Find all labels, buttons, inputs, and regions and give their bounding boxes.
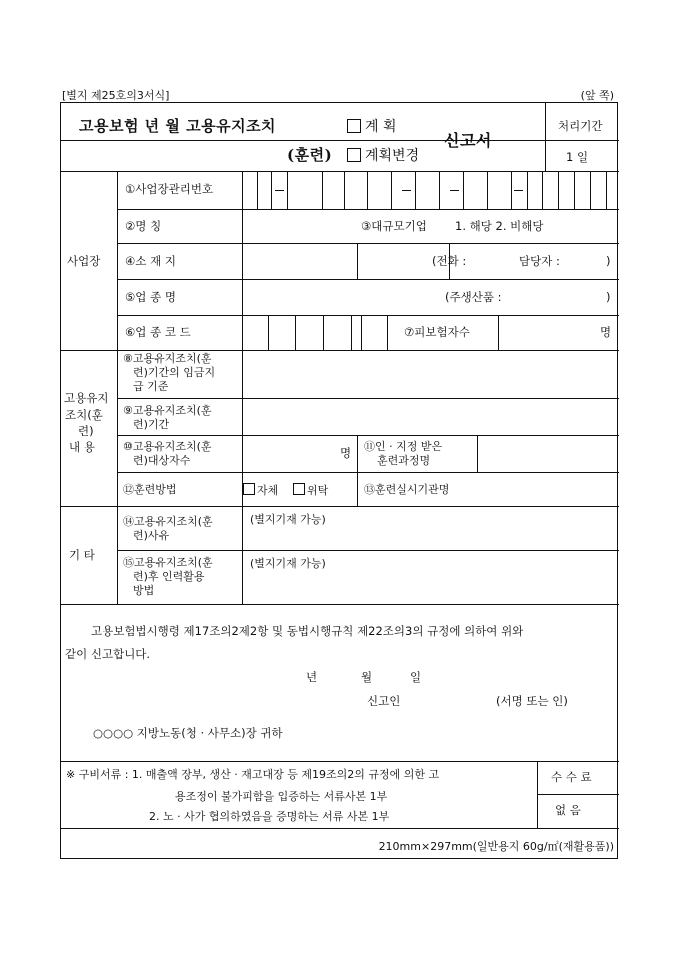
plan-checkbox[interactable]	[347, 119, 361, 133]
institution-label: ⑬훈련실시기관명	[364, 483, 450, 496]
page-side-label: (앞 쪽)	[580, 89, 614, 102]
name-label: ②명 칭	[125, 219, 162, 233]
large-company-options[interactable]: 1. 해당 2. 비해당	[455, 219, 544, 233]
industry-name-label: ⑤업 종 명	[125, 290, 176, 304]
phone-label: (전화 :	[432, 254, 467, 268]
after-plan-label-l1: ⑮고용유지조치(훈	[123, 556, 213, 569]
reporter-label: 신고인	[367, 694, 401, 708]
reason-label-l1: ⑭고용유지조치(훈	[123, 515, 213, 528]
section-measures-l3: 련)	[78, 424, 94, 438]
form-title-suffix: 신고서	[444, 131, 492, 150]
declaration-text-l1: 고용보험법시행령 제17조의2제2항 및 동법시행규칙 제22조의3의 규정에 의하여 위와	[91, 624, 524, 638]
declaration-text-l2: 같이 신고합니다.	[65, 647, 151, 661]
report-form	[60, 102, 618, 859]
method-entrust-option: 위탁	[293, 483, 328, 497]
main-product-label: (주생산품 :	[445, 290, 502, 304]
method-self-option: 자체	[243, 483, 278, 497]
fee-value: 없 음	[555, 803, 581, 817]
processing-period-value: 1 일	[566, 150, 589, 164]
paper-spec: 210mm×297mm(일반용지 60g/㎡(재활용품))	[378, 840, 614, 853]
plan-option: 계 획	[343, 119, 397, 134]
main-product-close: )	[606, 290, 611, 304]
addressee: ○○○○ 지방노동(청 · 사무소)장 귀하	[93, 726, 283, 740]
industry-code-label: ⑥업 종 코 드	[125, 325, 191, 339]
location-label: ④소 재 지	[125, 254, 176, 268]
section-other: 기 타	[69, 548, 95, 562]
after-plan-label-l2: 련)후 인력활용	[133, 570, 205, 583]
documents-l1: ※ 구비서류 : 1. 매출액 장부, 생산 · 재고대장 등 제19조의2의 규정에 의한 고	[66, 768, 440, 781]
section-measures-l2: 조치(훈	[65, 408, 103, 422]
after-plan-note: (별지기재 가능)	[250, 557, 326, 570]
date-year: 년	[306, 670, 318, 684]
form-title-main: 고용보험 년 월 고용유지조치	[79, 117, 277, 135]
section-workplace: 사업장	[67, 254, 101, 268]
plan-change-option: 계획변경	[343, 148, 419, 163]
reg-no-label: ①사업장관리번호	[125, 182, 214, 196]
signature-label: (서명 또는 인)	[496, 694, 568, 708]
target-count-label-l1: ⑩고용유지조치(훈	[123, 440, 212, 453]
period-label-l2: 련)기간	[133, 418, 170, 431]
period-label-l1: ⑨고용유지조치(훈	[123, 404, 212, 417]
manager-close: )	[606, 254, 611, 268]
wage-basis-label-l2: 련)기간의 임금지	[133, 366, 216, 379]
date-day: 일	[410, 670, 422, 684]
wage-basis-label-l3: 급 기준	[133, 380, 169, 393]
approved-course-label-l2: 훈련과정명	[377, 454, 431, 467]
target-count-unit: 명	[340, 446, 352, 460]
date-month: 월	[361, 670, 373, 684]
form-title-training: (훈련)	[287, 146, 333, 164]
fee-label: 수 수 료	[551, 770, 592, 784]
reason-note: (별지기재 가능)	[250, 513, 326, 526]
method-entrust-checkbox[interactable]	[293, 483, 305, 495]
documents-l3: 2. 노 · 사가 협의하였음을 증명하는 서류 사본 1부	[149, 810, 390, 823]
form-reference: [별지 제25호의3서식]	[62, 89, 170, 102]
section-measures-l1: 고용유지	[64, 391, 109, 405]
insured-count-label: ⑦피보험자수	[404, 325, 470, 339]
target-count-label-l2: 련)대상자수	[133, 454, 191, 467]
insured-count-unit: 명	[600, 325, 612, 339]
documents-l2: 용조정이 불가피함을 입증하는 서류사본 1부	[175, 790, 388, 803]
approved-course-label-l1: ⑪인 · 지정 받은	[364, 440, 443, 453]
reason-label-l2: 련)사유	[133, 529, 170, 542]
manager-label: 담당자 :	[519, 254, 560, 268]
wage-basis-label-l1: ⑧고용유지조치(훈	[123, 352, 212, 365]
large-company-label: ③대규모기업	[361, 219, 427, 233]
training-method-label: ⑫훈련방법	[123, 483, 177, 496]
method-self-checkbox[interactable]	[243, 483, 255, 495]
after-plan-label-l3: 방법	[133, 584, 155, 597]
processing-period-label: 처리기간	[558, 119, 603, 133]
plan-change-checkbox[interactable]	[347, 148, 361, 162]
section-measures-l4: 내 용	[69, 440, 95, 454]
